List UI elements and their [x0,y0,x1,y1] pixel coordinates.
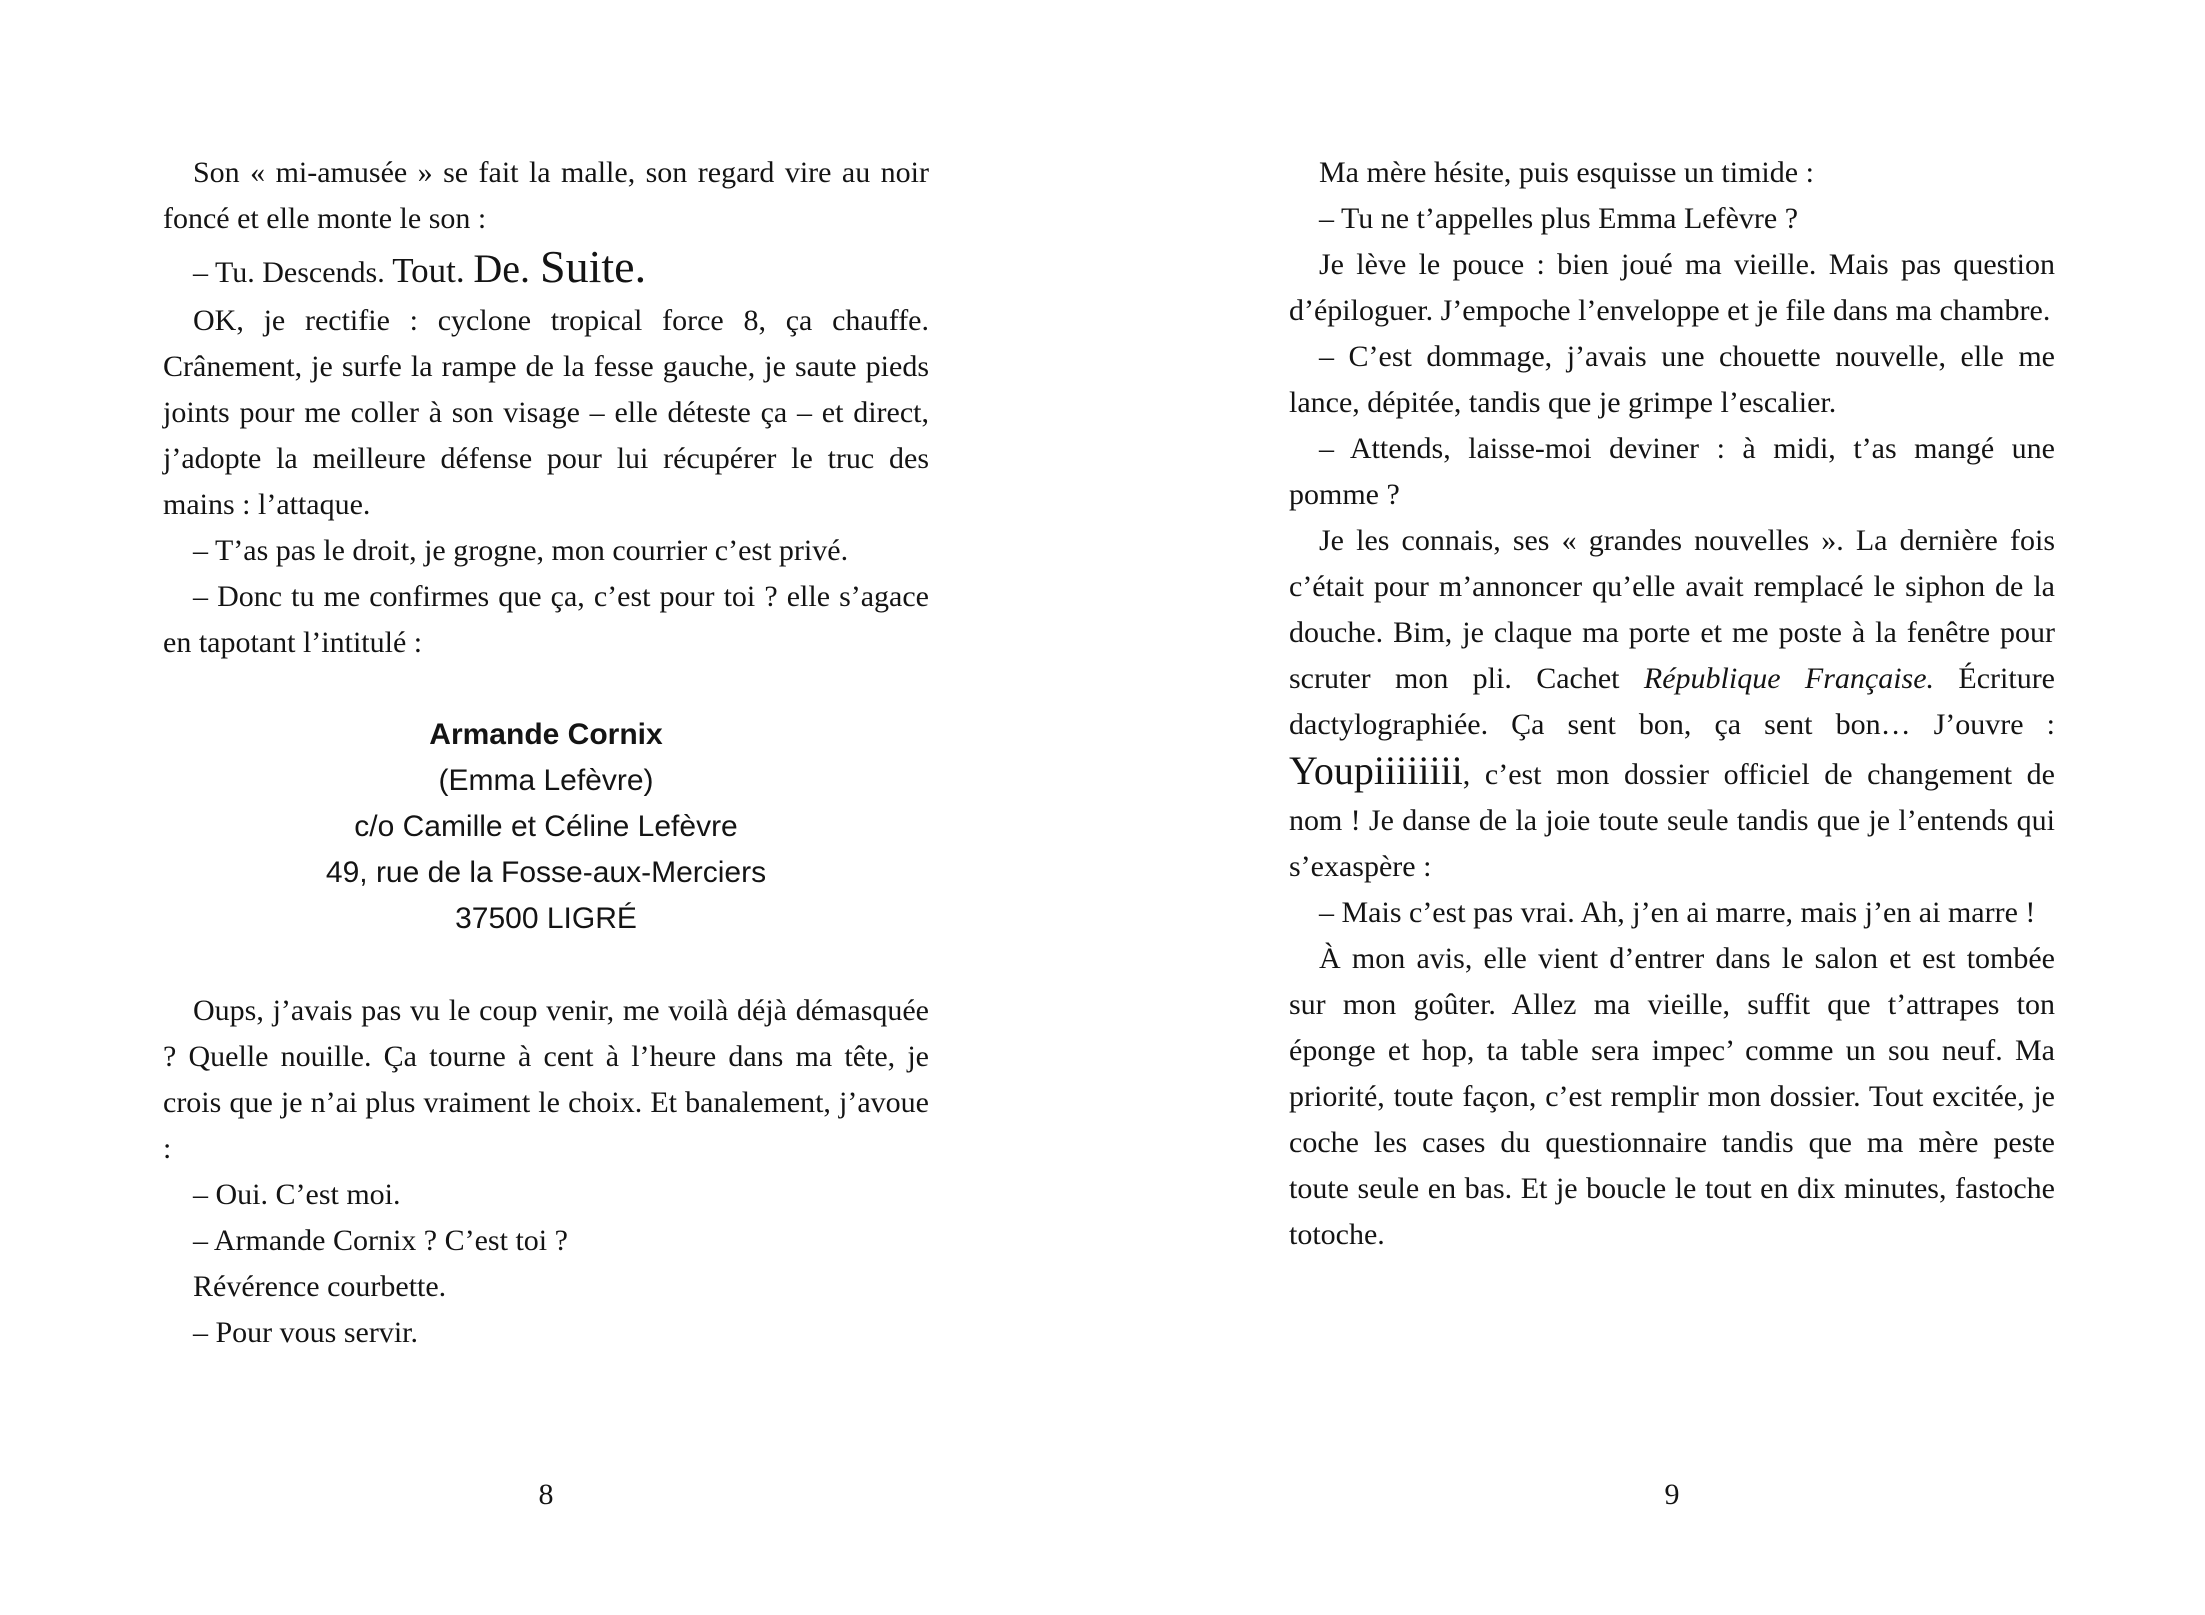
address-city: 37500 LIGRÉ [455,902,637,935]
shout-segment-3: De. [473,246,541,291]
page-number-right: 9 [1664,1478,1680,1511]
dialogue-line-armande: – Armande Cornix ? C’est toi ? [193,1224,568,1257]
paragraph-ok-rectifie: OK, je rectifie : cyclone tropical force 8, ça chauffe. Crânement, je surfe la rampe de la fesse gauche, je saute pieds joints pour me coller à son visage – elle déteste ça – et direct, j’adopte la meilleure défense pour lui récupérer le truc des mains : l’attaque. [163,304,929,521]
dialogue-line-attends: – Attends, laisse-moi deviner : à midi, t’as mangé une pomme ? [1289,432,2055,511]
dialogue-line-servir: – Pour vous servir. [193,1316,418,1349]
connais-segment-youpi: Youpiiiiiiii [1289,748,1463,793]
shout-segment-2: Tout. [392,251,474,290]
dialogue-line-droit: – T’as pas le droit, je grogne, mon courrier c’est privé. [193,534,849,567]
shout-segment-1: – Tu. Descends. [193,256,393,289]
address-street: 49, rue de la Fosse-aux-Merciers [325,856,767,889]
dialogue-line-appelles: – Tu ne t’appelles plus Emma Lefèvre ? [1319,202,1799,235]
dialogue-line-oui: – Oui. C’est moi. [193,1178,401,1211]
address-care-of: c/o Camille et Céline Lefèvre [354,810,738,843]
dialogue-line-shout [163,242,929,298]
connais-segment-1: Je les connais, ses « grandes nouvelles ». La dernière fois c’était pour m’annoncer qu’elle avait remplacé le siphon de la douche. Bim, je claque ma porte et me poste à la fenêtre pour scruter mon pli. Cachet [1289,524,2055,695]
connais-segment-italic: République Française. [1643,662,1935,695]
connais-segment-3: Écriture dactylographiée. Ça sent bon, ça sent bon… J’ouvre : [1289,662,2056,741]
address-block [163,712,929,942]
dialogue-line-confirmes: – Donc tu me confirmes que ça, c’est pour toi ? elle s’agace en tapotant l’intitulé : [163,580,929,659]
right-page-text-column [1289,150,2055,1258]
dialogue-line-marre: – Mais c’est pas vrai. Ah, j’en ai marre, mais j’en ai marre ! [1319,896,2036,929]
left-page-text-column [163,150,929,1356]
page-number-left: 8 [538,1478,554,1511]
connais-segment-5: , c’est mon dossier officiel de changement de nom ! Je danse de la joie toute seule tandis que je l’entends qui s’exaspère : [1289,758,2055,883]
paragraph-avis: À mon avis, elle vient d’entrer dans le salon et est tombée sur mon goûter. Allez ma vieille, suffit que t’attrapes ton éponge et hop, ta table sera impec’ comme un sou neuf. Ma priorité, toute façon, c’est remplir mon dossier. Tout excitée, je coche les cases du questionnaire tandis que ma mère peste toute seule en bas. Et je boucle le tout en dix minutes, fastoche totoche. [1289,942,2055,1251]
paragraph-pouce: Je lève le pouce : bien joué ma vieille. Mais pas question d’épiloguer. J’empoche l’enveloppe et je file dans ma chambre. [1289,248,2055,327]
address-name: Armande Cornix [429,718,663,751]
paragraph-mere-hesite: Ma mère hésite, puis esquisse un timide : [1319,156,1814,189]
paragraph-connais [1289,518,2055,890]
dialogue-line-dommage: – C’est dommage, j’avais une chouette nouvelle, elle me lance, dépitée, tandis que je grimpe l’escalier. [1289,340,2055,419]
paragraph-intro: Son « mi-amusée » se fait la malle, son regard vire au noir foncé et elle monte le son : [163,156,929,235]
paragraph-oups: Oups, j’avais pas vu le coup venir, me voilà déjà démasquée ? Quelle nouille. Ça tourne à cent à l’heure dans ma tête, je crois que je n’ai plus vraiment le choix. Et banalement, j’avoue : [163,994,929,1165]
narration-line-reverence: Révérence courbette. [193,1270,447,1303]
address-alias: (Emma Lefèvre) [438,764,654,797]
shout-segment-4: Suite. [540,241,647,292]
